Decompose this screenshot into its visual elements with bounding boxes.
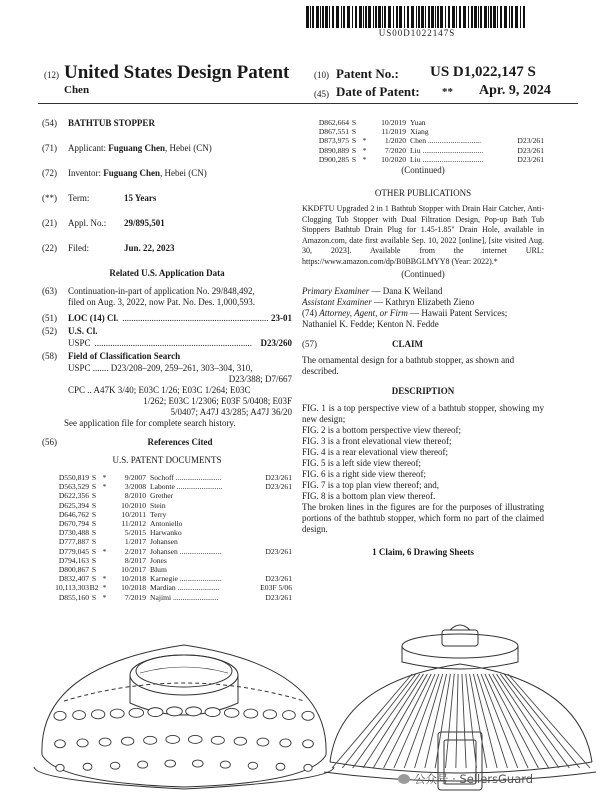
inventor-short-name: Chen	[64, 84, 90, 96]
claim-code: (57)	[302, 338, 317, 349]
reference-date: 10/2011	[121, 509, 146, 519]
reference-s: S	[91, 509, 97, 519]
reference-name: Mardian ......................	[150, 583, 220, 593]
description-line: FIG. 6 is a right side view thereof;	[302, 468, 426, 479]
date-of-patent: Apr. 9, 2024	[479, 83, 551, 98]
reference-name: Jones	[150, 555, 167, 565]
date-of-patent-label: Date of Patent:	[336, 84, 420, 99]
field-search-line-5: 5/0407; A47J 43/285; A47J 36/20	[170, 407, 292, 417]
appl-no-label: Appl. No.:	[68, 218, 107, 228]
reference-name: Grether	[150, 491, 174, 501]
kind-code-12: (12)	[44, 70, 59, 80]
field-58-code: (58)	[42, 351, 57, 361]
reference-row	[42, 519, 292, 528]
reference-no: D646,762	[58, 509, 89, 519]
reference-row	[302, 146, 544, 155]
reference-cls: D23/261	[265, 592, 292, 602]
reference-row	[42, 501, 292, 510]
reference-star: *	[102, 583, 107, 593]
reference-cls	[496, 127, 544, 136]
reference-s: S	[91, 500, 97, 510]
reference-cls	[244, 501, 292, 510]
reference-date: 10/2018	[121, 583, 146, 593]
description-line: FIG. 1 is a top perspective view of a bathtub stopper, showing my new design;	[302, 402, 544, 424]
reference-star: *	[102, 482, 107, 492]
description-line: FIG. 5 is a left side view thereof;	[302, 457, 421, 468]
reference-star	[99, 519, 110, 528]
patent-number-label: Patent No.:	[336, 66, 399, 81]
field-56-code: (56)	[42, 437, 57, 447]
reference-s: S	[91, 482, 97, 492]
reference-cls	[244, 510, 292, 519]
reference-cls	[244, 565, 292, 574]
claim-title: CLAIM	[392, 338, 423, 349]
reference-name: Sochoff ........................	[150, 473, 222, 482]
reference-cls	[244, 528, 292, 537]
reference-cls: E03F 5/06	[260, 583, 292, 593]
reference-cls: D23/261	[517, 154, 544, 164]
reference-s: S	[91, 519, 97, 529]
reference-date: 10/2017	[121, 565, 146, 575]
reference-row	[42, 565, 292, 574]
reference-name: Liu ................................	[410, 154, 484, 164]
reference-no: D832,407	[58, 574, 89, 584]
reference-cls	[496, 118, 544, 127]
reference-no: D563,529	[58, 482, 89, 492]
reference-star	[99, 528, 110, 537]
reference-cls	[244, 519, 292, 528]
kind-code-10: (10)	[314, 70, 329, 80]
reference-no: D867,551	[318, 127, 349, 137]
claim-text: The ornamental design for a bathtub stopper, as shown and described.	[302, 354, 515, 376]
reference-date: 7/2020	[384, 145, 406, 155]
wechat-icon	[398, 774, 410, 784]
reference-no: D873,975	[318, 136, 349, 146]
reference-s: S	[351, 136, 357, 146]
reference-no: D670,794	[58, 519, 89, 529]
reference-no: D855,160	[58, 592, 89, 602]
field-21-code: (21)	[42, 218, 57, 228]
reference-star	[99, 565, 110, 574]
field-72-code: (72)	[42, 168, 57, 178]
inventor-label: Inventor:	[68, 168, 101, 178]
attorney-label: Attorney, Agent, or Firm	[319, 307, 408, 318]
assistant-examiner: — Kathryn Elizabeth Zieno	[371, 296, 475, 307]
reference-s: S	[91, 473, 97, 482]
reference-s: S	[351, 154, 357, 164]
field-52-code: (52)	[42, 326, 57, 336]
related-application-title: Related U.S. Application Data	[109, 268, 225, 278]
reference-name: Yuan	[410, 118, 426, 127]
applicant-location: , Hebei (CN)	[165, 143, 212, 153]
field-search-line-3: CPC .. A47K 3/40; E03C 1/26; E03C 1/264; E03C	[68, 385, 251, 395]
description-line: FIG. 3 is a front elevational view thereof;	[302, 435, 452, 446]
reference-row	[42, 528, 292, 537]
description-list	[302, 403, 544, 535]
reference-no: D800,867	[58, 565, 89, 575]
filed-label: Filed:	[68, 243, 90, 253]
reference-date: 11/2019	[381, 127, 406, 137]
other-publications-title: OTHER PUBLICATIONS	[374, 188, 472, 199]
watermark-text: 公众号 · SellersGuard	[414, 772, 534, 786]
reference-date: 8/2017	[124, 555, 146, 565]
reference-row	[42, 574, 292, 583]
reference-no: D622,356	[58, 491, 89, 501]
uspc-label: USPC	[68, 338, 91, 348]
reference-s: S	[91, 528, 97, 538]
reference-name: Xiang	[410, 127, 429, 137]
description-line: FIG. 2 is a bottom perspective view thereof;	[302, 424, 461, 435]
reference-s: S	[91, 537, 97, 547]
reference-row	[42, 473, 292, 482]
patent-title: United States Design Patent	[64, 62, 290, 83]
primary-examiner: — Dana K Weiland	[369, 285, 443, 296]
barcode	[306, 6, 528, 28]
reference-cls: D23/261	[265, 574, 292, 584]
continuation-line-2: filed on Aug. 3, 2022, now Pat. No. Des. 1,000,593.	[68, 297, 255, 307]
inventor-name: Fuguang Chen	[103, 168, 161, 178]
reference-date: 3/2008	[124, 482, 146, 492]
reference-star: *	[102, 546, 107, 556]
us-cl-label: U.S. Cl.	[68, 326, 98, 336]
field-search-line-2: D23/388; D7/667	[228, 374, 292, 384]
uspc-value: D23/260	[260, 338, 292, 348]
left-column: (54) BATHTUB STOPPER (71) Applicant: Fuguang Chen , Hebei (CN) (72) Inventor: Fuguang Chen , Hebei (CN) (**) Term: 15 Years (21) Appl. No.: 29/895,501 (22) Filed: Jun. 22, 2023 Related U.S. Application Data (63) Continuation-in-part of application No. 29/848,492, filed on Aug. 3, 2022, now Pat. No. Des. 1,000,593. (51) LOC (14) Cl. ................................................................. 23-01 (52) U.S. Cl. USPC ...................................................................... D23/260 (58) Field of Classification Search USPC ....... D23/208–209, 259–261, 303–304, 310, D23/388; D7/667 CPC .. A47K 3/40; E03C 1/26; E03C 1/264; E03C 1/262; E03C 1/2306; E03F 5/0408; E03F 5/0407; A47J 43/285; A47J 36/20 See application file for complete search history. (56) References Cited U.S. PATENT DOCUMENTS D550,819 S * 9/2007 Sochoff ........................ D23/261 D563,529 S * 3/2008 Labonte ........................ D23/261 D622,356 S 8/2010 Grether D625,394 S 10/2010 Stein D646,762 S 10/2011 Terry D670,794 S 11/2012 Antoniello D730,488 S 5/2015 Harwanko D777,887 S 1/2017 Johansen D779,045 S * 2/2017 Johansen ...................... D23/261 D794,163 S 8/2017 Jones D800,867 S 10/2017 Blum D832,407 S * 10/2018 Karnegie ...................... D23/261 10,113,303 B2 * 10/2018 Mardian ...................... E03F 5/06 D855,160 S * 7/2019 Najimi ........................ D23/261	[42, 118, 292, 602]
reference-date: 10/2018	[121, 574, 146, 584]
field-22-code: (22)	[42, 243, 57, 253]
references-cited-title: References Cited	[147, 437, 213, 447]
design-title: BATHTUB STOPPER	[68, 118, 155, 128]
continued-1: (Continued)	[401, 165, 445, 176]
reference-name: Terry	[150, 509, 167, 519]
loc-value: 23-01	[271, 313, 292, 323]
description-line: FIG. 4 is a rear elevational view thereof;	[302, 446, 448, 457]
reference-s: S	[91, 574, 97, 584]
reference-name: Karnegie ......................	[150, 574, 222, 584]
reference-s: B2	[89, 583, 99, 593]
inventor-location: , Hebei (CN)	[160, 168, 207, 178]
reference-star: *	[362, 154, 367, 164]
reference-row	[42, 593, 292, 602]
reference-name: Labonte ........................	[150, 482, 223, 492]
continuation-line-1: Continuation-in-part of application No. 29/848,492,	[68, 286, 255, 296]
field-54-code: (54)	[42, 118, 57, 128]
reference-no: D777,887	[58, 537, 89, 547]
field-search-line-1: USPC ....... D23/208–209, 259–261, 303–304, 310,	[68, 363, 253, 373]
reference-star	[359, 118, 370, 127]
field-term-code: (**)	[42, 193, 57, 203]
reference-no: D730,488	[58, 528, 89, 538]
reference-no: D794,163	[58, 555, 89, 565]
reference-star	[359, 127, 370, 136]
reference-s: S	[351, 127, 357, 137]
field-71-code: (71)	[42, 143, 57, 153]
field-63-code: (63)	[42, 286, 57, 296]
primary-examiner-label: Primary Examiner	[302, 285, 370, 296]
other-publications-text: KKDFTU Upgraded 2 in 1 Bathtub Stopper with Drain Hair Catcher, Anti-Clogging Tub Stopper with Dual Filtration Design, Pop-up Bath Tub Stoppers Bathtub Drain Plug for 1.45-1.85" Drain Hole, available in Amazon.com, date first available Sep. 10, 2022 [online], [site visited Aug. 30, 2023]. Available from the internet URL: https://www.amazon.com/dp/B0BBGLMYY8 (Year: 2022).*	[302, 204, 544, 266]
reference-row	[302, 127, 544, 136]
reference-row	[42, 482, 292, 491]
reference-row	[302, 118, 544, 127]
reference-no: D900,285	[318, 154, 349, 164]
reference-date: 1/2020	[384, 136, 406, 146]
reference-row	[302, 136, 544, 145]
reference-no: D625,394	[58, 500, 89, 510]
reference-date: 9/2007	[124, 473, 146, 482]
field-51-code: (51)	[42, 313, 57, 323]
filed-value: Jun. 22, 2023	[124, 243, 175, 253]
term-value: 15 Years	[124, 193, 157, 203]
reference-name: Stein	[150, 500, 166, 510]
description-line: FIG. 7 is a top plan view thereof; and,	[302, 479, 439, 490]
description-title: DESCRIPTION	[391, 385, 455, 396]
left-references-list	[42, 473, 292, 602]
reference-cls	[244, 537, 292, 546]
reference-s: S	[351, 145, 357, 155]
reference-s: S	[91, 592, 97, 602]
reference-star	[99, 510, 110, 519]
patent-number: US D1,022,147 S	[430, 64, 536, 80]
reference-name: Chen ............................	[410, 136, 482, 146]
reference-star: *	[102, 473, 107, 482]
reference-date: 10/2019	[381, 118, 406, 127]
reference-star: *	[102, 574, 107, 584]
reference-cls: D23/261	[265, 482, 292, 492]
applicant-name: Fuguang Chen	[108, 143, 166, 153]
reference-star	[99, 537, 110, 546]
reference-s: S	[91, 491, 97, 501]
reference-date: 7/2019	[124, 592, 146, 602]
reference-row	[42, 491, 292, 500]
date-marker: **	[442, 86, 453, 98]
assistant-examiner-label: Assistant Examiner	[302, 296, 372, 307]
reference-row	[42, 583, 292, 592]
reference-star: *	[362, 136, 367, 146]
right-references-list	[302, 118, 544, 164]
reference-cls: D23/261	[265, 473, 292, 482]
field-search-label: Field of Classification Search	[68, 351, 181, 361]
stopper-drawing-left	[30, 605, 338, 803]
reference-no: D779,045	[58, 546, 89, 556]
reference-date: 10/2010	[121, 500, 146, 510]
barcode-graphic	[306, 6, 528, 28]
reference-s: S	[351, 118, 357, 127]
reference-name: Johansen	[150, 537, 178, 547]
reference-no: D862,664	[318, 118, 349, 127]
reference-cls: D23/261	[517, 145, 544, 155]
reference-name: Harwanko	[150, 528, 182, 538]
reference-s: S	[91, 546, 97, 556]
reference-name: Johansen ......................	[150, 546, 222, 556]
loc-label: LOC (14) Cl.	[68, 313, 119, 323]
reference-row	[302, 155, 544, 164]
reference-date: 11/2012	[121, 519, 146, 529]
reference-date: 10/2020	[381, 154, 406, 164]
reference-date: 8/2010	[124, 491, 146, 501]
reference-s: S	[91, 565, 97, 575]
reference-cls: D23/261	[517, 136, 544, 146]
reference-date: 1/2017	[124, 537, 146, 547]
reference-cls: D23/261	[265, 546, 292, 556]
attorney-line-2: Nathaniel K. Fedde; Kenton N. Fedde	[302, 318, 439, 329]
reference-row	[42, 537, 292, 546]
reference-name: Liu ................................	[410, 145, 484, 155]
reference-cls	[244, 556, 292, 565]
reference-name: Antoniello	[150, 519, 183, 529]
claims-sheets: 1 Claim, 6 Drawing Sheets	[372, 546, 474, 557]
kind-code-45: (45)	[314, 89, 329, 99]
attorney-line-1: — Hawaii Patent Services;	[407, 307, 508, 318]
reference-date: 2/2017	[124, 546, 146, 556]
reference-name: Najimi ........................	[150, 592, 219, 602]
reference-s: S	[91, 555, 97, 565]
reference-star	[99, 501, 110, 510]
appl-no-value: 29/895,501	[124, 218, 165, 228]
term-label: Term:	[68, 193, 90, 203]
attorney-code: (74)	[302, 307, 317, 318]
reference-star	[99, 556, 110, 565]
barcode-text: US00D1022147S	[378, 28, 456, 38]
reference-row	[42, 510, 292, 519]
field-search-line-4: 1/262; E03C 1/2306; E03F 5/0408; E03F	[143, 396, 292, 406]
continued-2: (Continued)	[401, 268, 445, 279]
reference-date: 5/2015	[124, 528, 146, 538]
reference-star	[99, 491, 110, 500]
description-line: The broken lines in the figures are for the purposes of illustrating portions of the bathtub stopper, which form no part of the claimed design.	[302, 501, 544, 534]
reference-row	[42, 556, 292, 565]
reference-star: *	[362, 145, 367, 155]
reference-no: D550,819	[58, 473, 89, 482]
watermark	[398, 771, 533, 787]
reference-no: 10,113,303	[55, 583, 89, 593]
header-rule	[38, 103, 578, 104]
applicant-label: Applicant:	[68, 143, 106, 153]
reference-name: Blum	[150, 565, 167, 575]
reference-star: *	[102, 592, 107, 602]
reference-row	[42, 547, 292, 556]
field-search-line-6: See application file for complete search history.	[64, 418, 236, 428]
reference-no: D890,889	[318, 145, 349, 155]
reference-cls	[244, 491, 292, 500]
right-column	[302, 118, 544, 558]
description-line: FIG. 8 is a bottom plan view thereof.	[302, 490, 436, 501]
us-patent-documents-title: U.S. PATENT DOCUMENTS	[112, 455, 222, 465]
